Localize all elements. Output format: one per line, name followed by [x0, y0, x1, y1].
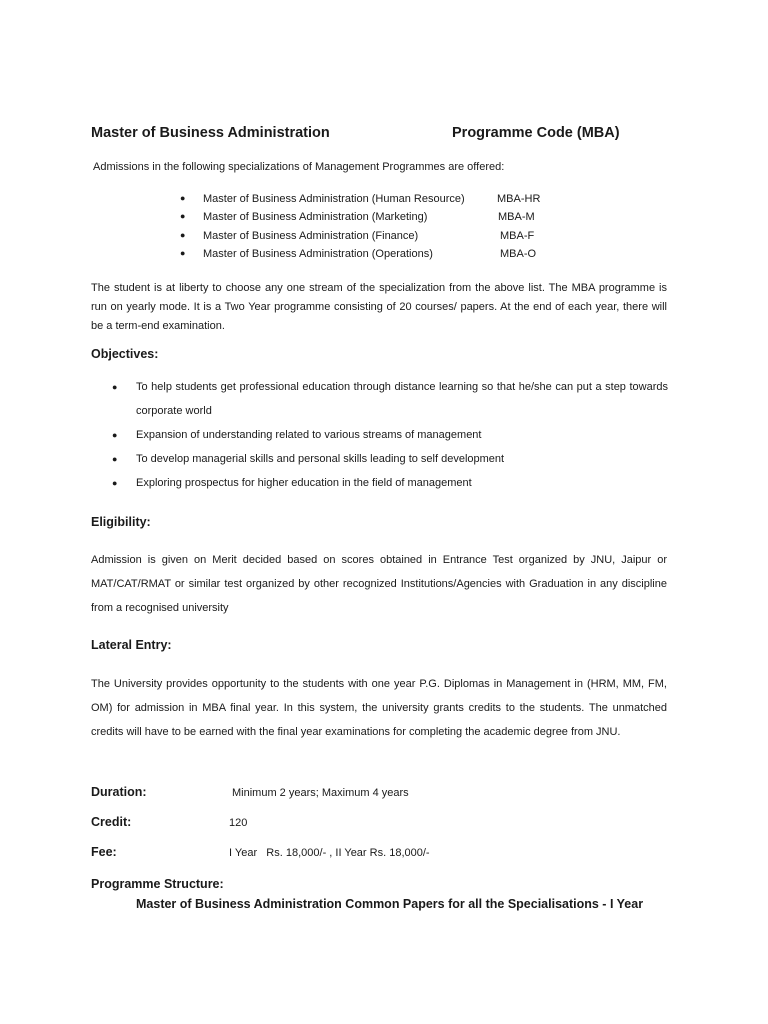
fee-value: I Year Rs. 18,000/- , II Year Rs. 18,000/-	[229, 847, 430, 859]
page-title: Master of Business Administration	[91, 125, 330, 141]
specialization-name: Master of Business Administration (Marketing)	[203, 211, 428, 223]
programme-code: Programme Code (MBA)	[452, 125, 620, 141]
objective-text: Expansion of understanding related to various streams of management	[136, 429, 482, 441]
specialization-code: MBA-M	[498, 211, 535, 223]
objective-text: To help students get professional education through distance learning so that he/she can put a step towards corporate world	[136, 381, 668, 417]
bullet-icon: ●	[180, 211, 186, 221]
eligibility-heading: Eligibility:	[91, 515, 151, 529]
duration-value: Minimum 2 years; Maximum 4 years	[232, 787, 409, 799]
list-item	[112, 375, 668, 423]
lateral-entry-paragraph: The University provides opportunity to the students with one year P.G. Diplomas in Management in (HRM, MM, FM, OM) for admission in MBA final year. In this system, the university grants credits to the students. The unmatched credits will have to be earned with the final year examinations for completing the academic degree from JNU.	[91, 678, 667, 738]
fee-label: Fee:	[91, 845, 117, 859]
list-item	[112, 447, 668, 471]
bullet-icon: ●	[180, 230, 186, 240]
specialization-name: Master of Business Administration (Operations)	[203, 248, 433, 260]
objective-text: Exploring prospectus for higher education in the field of management	[136, 477, 472, 489]
bullet-icon: ●	[180, 248, 186, 258]
objectives-heading: Objectives:	[91, 347, 159, 361]
specialization-name: Master of Business Administration (Finance)	[203, 230, 419, 242]
credit-value: 120	[229, 817, 248, 829]
eligibility-paragraph: Admission is given on Merit decided based on scores obtained in Entrance Test organized by JNU, Jaipur or MAT/CAT/RMAT or similar test organized by other recognized Institutions/Agencies with Graduation in any discipline from a recognised university	[91, 554, 667, 614]
list-item	[112, 423, 668, 447]
list-item	[180, 211, 600, 227]
bullet-icon: ●	[112, 454, 118, 464]
specialization-code: MBA-F	[500, 230, 535, 242]
programme-structure-heading: Programme Structure:	[91, 877, 224, 891]
objective-text: To develop managerial skills and personal skills leading to self development	[136, 453, 505, 465]
specialization-code: MBA-O	[500, 248, 537, 260]
credit-label: Credit:	[91, 815, 132, 829]
intro-text: Admissions in the following specializations of Management Programmes are offered:	[93, 161, 505, 173]
bullet-icon: ●	[112, 478, 118, 488]
list-item	[180, 248, 600, 264]
overview-paragraph: The student is at liberty to choose any one stream of the specialization from the above list. The MBA programme is run on yearly mode. It is a Two Year programme consisting of 20 courses/ papers. At the end of each year, there will be a term-end examination.	[91, 282, 667, 332]
specialization-name: Master of Business Administration (Human Resource)	[203, 193, 465, 205]
objectives-list	[112, 375, 668, 495]
bullet-icon: ●	[112, 382, 118, 392]
lateral-entry-heading: Lateral Entry:	[91, 638, 172, 652]
programme-structure-subheading: Master of Business Administration Common Papers for all the Specialisations - I Year	[136, 897, 644, 911]
list-item	[112, 471, 668, 495]
bullet-icon: ●	[180, 193, 186, 203]
bullet-icon: ●	[112, 430, 118, 440]
list-item	[180, 193, 600, 209]
duration-label: Duration:	[91, 785, 147, 799]
list-item	[180, 230, 600, 246]
specialization-code: MBA-HR	[497, 193, 541, 205]
